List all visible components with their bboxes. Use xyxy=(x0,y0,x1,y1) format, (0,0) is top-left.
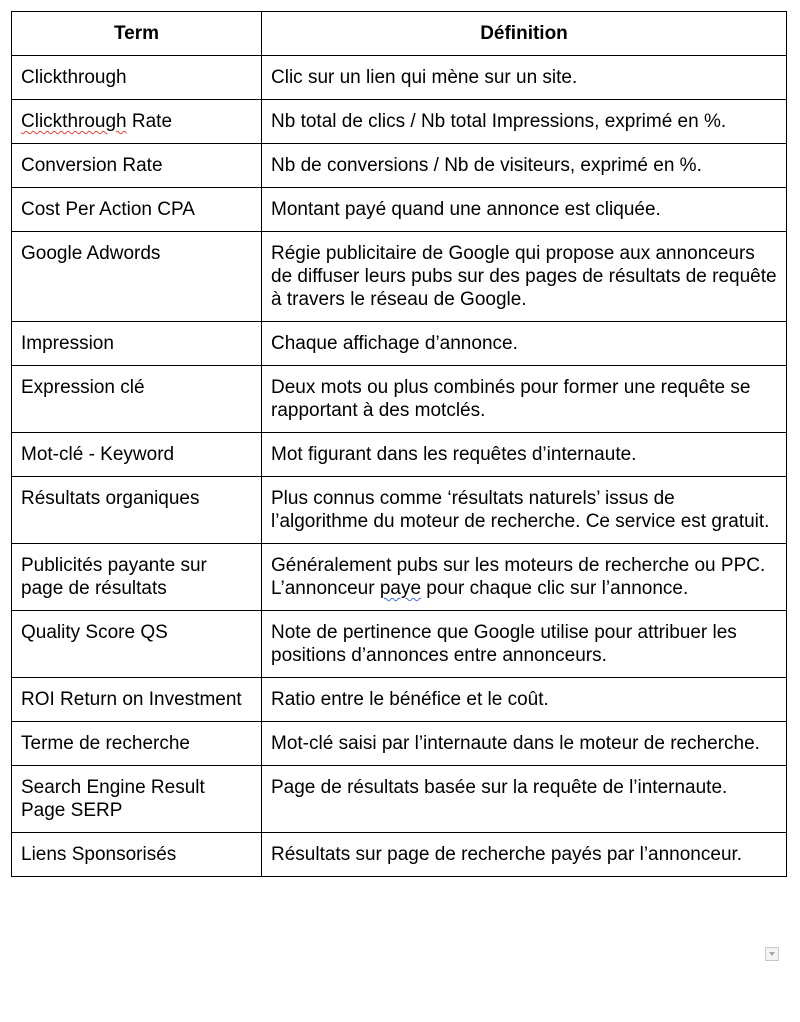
term-cell: Impression xyxy=(12,322,262,366)
definition-cell: Nb total de clics / Nb total Impressions, exprimé en %. xyxy=(262,100,787,144)
table-row xyxy=(12,56,787,100)
definition-cell: Clic sur un lien qui mène sur un site. xyxy=(262,56,787,100)
table-header-row xyxy=(12,12,787,56)
table-row xyxy=(12,722,787,766)
glossary-table xyxy=(11,11,787,877)
definition-cell: Plus connus comme ‘résultats naturels’ issus de l’algorithme du moteur de recherche. Ce service est gratuit. xyxy=(262,477,787,544)
term-cell: Mot-clé - Keyword xyxy=(12,433,262,477)
definition-text: Généralement pubs sur les moteurs de recherche ou PPC. L’annonceur xyxy=(271,555,766,599)
table-row xyxy=(12,833,787,877)
table-row xyxy=(12,100,787,144)
term-cell: ROI Return on Investment xyxy=(12,678,262,722)
term-cell: Search Engine Result Page SERP xyxy=(12,766,262,833)
table-row xyxy=(12,766,787,833)
term-cell: Clickthrough xyxy=(12,56,262,100)
spellcheck-flagged-word[interactable]: Clickthrough xyxy=(21,111,127,132)
table-row xyxy=(12,611,787,678)
term-text: Rate xyxy=(126,111,173,132)
definition-cell: Deux mots ou plus combinés pour former une requête se rapportant à des motclés. xyxy=(262,366,787,433)
definition-text: pour chaque clic sur l’annonce. xyxy=(421,578,689,599)
definition-cell: Note de pertinence que Google utilise pour attribuer les positions d’annonces entre annonceurs. xyxy=(262,611,787,678)
term-cell: Google Adwords xyxy=(12,232,262,322)
term-cell: Quality Score QS xyxy=(12,611,262,678)
table-row xyxy=(12,232,787,322)
term-cell xyxy=(12,100,262,144)
table-row xyxy=(12,366,787,433)
table-row xyxy=(12,322,787,366)
term-cell: Publicités payante sur page de résultats xyxy=(12,544,262,611)
definition-cell xyxy=(262,544,787,611)
term-cell: Liens Sponsorisés xyxy=(12,833,262,877)
definition-cell: Mot-clé saisi par l’internaute dans le moteur de recherche. xyxy=(262,722,787,766)
table-row xyxy=(12,544,787,611)
definition-cell: Montant payé quand une annonce est cliquée. xyxy=(262,188,787,232)
table-row xyxy=(12,678,787,722)
table-row xyxy=(12,477,787,544)
table-row xyxy=(12,188,787,232)
definition-cell: Régie publicitaire de Google qui propose aux annonceurs de diffuser leurs pubs sur des pages de résultats de requête à travers le réseau de Google. xyxy=(262,232,787,322)
table-row xyxy=(12,433,787,477)
term-cell: Conversion Rate xyxy=(12,144,262,188)
table-row xyxy=(12,144,787,188)
term-cell: Résultats organiques xyxy=(12,477,262,544)
definition-cell: Page de résultats basée sur la requête de l’internaute. xyxy=(262,766,787,833)
column-header-term: Term xyxy=(12,12,262,56)
definition-cell: Mot figurant dans les requêtes d’internaute. xyxy=(262,433,787,477)
definition-cell: Résultats sur page de recherche payés par l’annonceur. xyxy=(262,833,787,877)
term-cell: Terme de recherche xyxy=(12,722,262,766)
definition-cell: Ratio entre le bénéfice et le coût. xyxy=(262,678,787,722)
grammar-flagged-word[interactable]: paye xyxy=(379,578,422,599)
definition-cell: Nb de conversions / Nb de visiteurs, exprimé en %. xyxy=(262,144,787,188)
term-cell: Expression clé xyxy=(12,366,262,433)
dropdown-arrow-icon[interactable] xyxy=(765,947,779,961)
term-cell: Cost Per Action CPA xyxy=(12,188,262,232)
column-header-definition: Définition xyxy=(262,12,787,56)
definition-cell: Chaque affichage d’annonce. xyxy=(262,322,787,366)
